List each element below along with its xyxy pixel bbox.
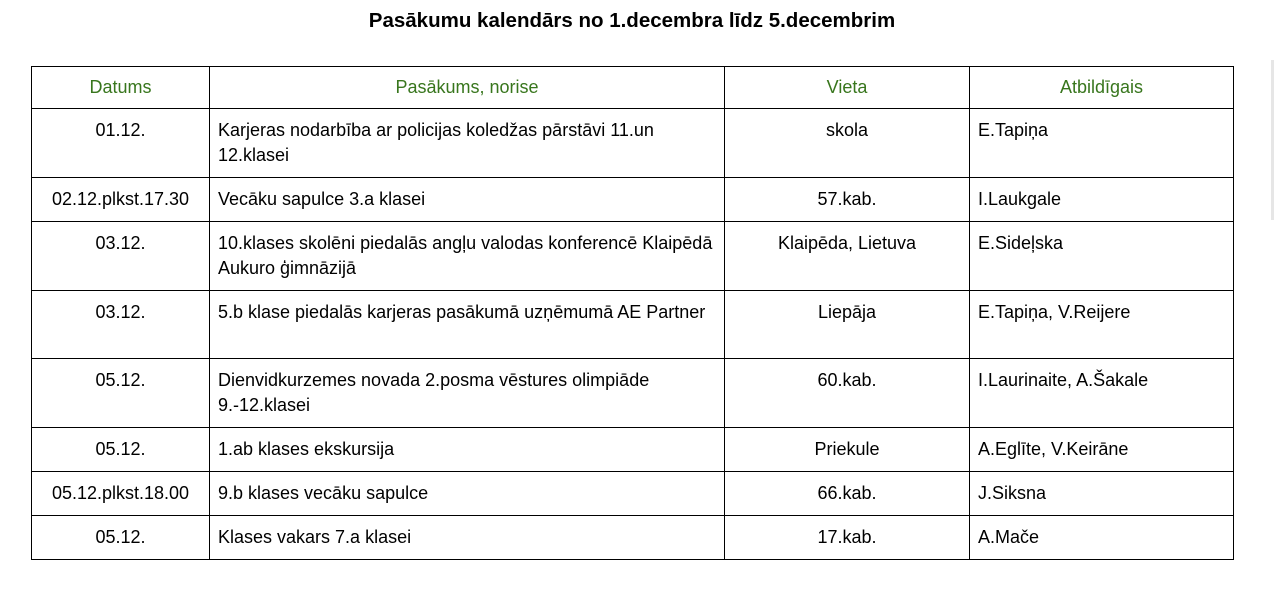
cell-place: 57.kab. — [725, 178, 970, 222]
cell-event: Karjeras nodarbība ar policijas koledžas pārstāvi 11.un 12.klasei — [210, 109, 725, 178]
cell-responsible: I.Laukgale — [970, 178, 1234, 222]
header-responsible: Atbildīgais — [970, 67, 1234, 109]
cell-date: 03.12. — [32, 222, 210, 291]
cell-place: Liepāja — [725, 291, 970, 359]
cell-event: 1.ab klases ekskursija — [210, 428, 725, 472]
cell-place: 60.kab. — [725, 359, 970, 428]
cell-event: Vecāku sapulce 3.a klasei — [210, 178, 725, 222]
cell-responsible: E.Sideļska — [970, 222, 1234, 291]
cell-responsible: J.Siksna — [970, 472, 1234, 516]
cell-event: 5.b klase piedalās karjeras pasākumā uzņēmumā AE Partner — [210, 291, 725, 359]
table-row — [32, 472, 1234, 516]
table-row — [32, 178, 1234, 222]
cell-place: 17.kab. — [725, 516, 970, 560]
header-event: Pasākums, norise — [210, 67, 725, 109]
cell-event: Klases vakars 7.a klasei — [210, 516, 725, 560]
table-row — [32, 428, 1234, 472]
cell-place: 66.kab. — [725, 472, 970, 516]
cell-date: 05.12. — [32, 516, 210, 560]
header-place: Vieta — [725, 67, 970, 109]
table-row — [32, 516, 1234, 560]
cell-place: skola — [725, 109, 970, 178]
cell-responsible: E.Tapiņa — [970, 109, 1234, 178]
cell-date: 02.12.plkst.17.30 — [32, 178, 210, 222]
table-row — [32, 359, 1234, 428]
header-date: Datums — [32, 67, 210, 109]
cell-event: 10.klases skolēni piedalās angļu valodas konferencē Klaipēdā Aukuro ģimnāzijā — [210, 222, 725, 291]
cell-date: 03.12. — [32, 291, 210, 359]
cell-responsible: I.Laurinaite, A.Šakale — [970, 359, 1234, 428]
table-row — [32, 109, 1234, 178]
table-row — [32, 291, 1234, 359]
cell-responsible: A.Mače — [970, 516, 1234, 560]
cell-responsible: A.Eglīte, V.Keirāne — [970, 428, 1234, 472]
cell-date: 05.12. — [32, 428, 210, 472]
events-table — [31, 66, 1234, 560]
cell-responsible: E.Tapiņa, V.Reijere — [970, 291, 1234, 359]
page-title: Pasākumu kalendārs no 1.decembra līdz 5.decembrim — [368, 9, 896, 32]
cell-event: Dienvidkurzemes novada 2.posma vēstures olimpiāde 9.-12.klasei — [210, 359, 725, 428]
cell-date: 01.12. — [32, 109, 210, 178]
table-header-row — [32, 67, 1234, 109]
cell-date: 05.12. — [32, 359, 210, 428]
cell-place: Priekule — [725, 428, 970, 472]
table-row — [32, 222, 1234, 291]
cell-event: 9.b klases vecāku sapulce — [210, 472, 725, 516]
cell-place: Klaipēda, Lietuva — [725, 222, 970, 291]
cell-date: 05.12.plkst.18.00 — [32, 472, 210, 516]
